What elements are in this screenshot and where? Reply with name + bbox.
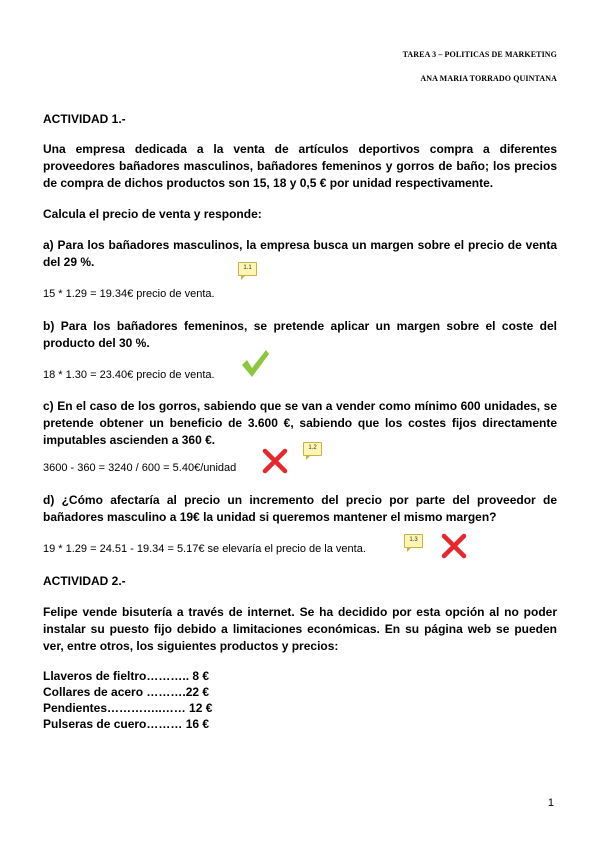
answer-c: 3600 - 360 = 3240 / 600 = 5.40€/unidad bbox=[43, 462, 237, 474]
page-number: 1 bbox=[547, 797, 554, 809]
question-c: c) En el caso de los gorros, sabiendo que se van a vender como mínimo 600 unidades, se pretende obtener un beneficio de 3.600 €, sabiendo que los costes fijos directamente imputables ascienden a 360 €. bbox=[43, 399, 557, 447]
checkmark-icon bbox=[240, 347, 270, 379]
question-d: d) ¿Cómo afectaría al precio un incremento del precio por parte del proveedor de bañadores masculino a 19€ la unidad si queremos mantener el mismo margen? bbox=[43, 493, 557, 524]
header-task-title: TAREA 3 – POLITICAS DE MARKETING bbox=[402, 50, 557, 59]
activity1-intro: Una empresa dedicada a la venta de artículos deportivos compra a diferentes proveedores bañadores masculinos, bañadores femeninos y gorros de baño; los precios de compra de dichos productos son 15, 18 y 0,5 € por unidad respectivamente. bbox=[43, 142, 557, 190]
question-a: a) Para los bañadores masculinos, la empresa busca un margen sobre el precio de venta del 29 %. bbox=[43, 238, 557, 269]
answer-a: 15 * 1.29 = 19.34€ precio de venta. bbox=[43, 288, 215, 300]
activity2-title: ACTIVIDAD 2.- bbox=[43, 574, 126, 588]
product-item: Pulseras de cuero……… 16 € bbox=[43, 717, 210, 731]
header-author: ANA MARIA TORRADO QUINTANA bbox=[420, 74, 557, 83]
activity1-title: ACTIVIDAD 1.- bbox=[43, 112, 126, 126]
answer-d: 19 * 1.29 = 24.51 - 19.34 = 5.17€ se elevaría el precio de la venta. bbox=[43, 543, 366, 555]
cross-icon bbox=[441, 533, 467, 559]
comment-marker-1-2[interactable]: 1.2 bbox=[303, 442, 322, 456]
comment-marker-1-3[interactable]: 1.3 bbox=[404, 534, 423, 548]
activity1-prompt: Calcula el precio de venta y responde: bbox=[43, 207, 262, 221]
product-item: Pendientes…………..…… 12 € bbox=[43, 701, 213, 715]
activity2-intro: Felipe vende bisutería a través de internet. Se ha decidido por esta opción al no poder instalar su puesto fijo debido a limitaciones económicas. En su página web se pueden ver, entre otros, los siguientes productos y precios: bbox=[43, 605, 557, 653]
cross-icon bbox=[262, 448, 288, 474]
comment-marker-1-1[interactable]: 1.1 bbox=[238, 262, 257, 276]
question-b: b) Para los bañadores femeninos, se pretende aplicar un margen sobre el coste del producto del 30 %. bbox=[43, 319, 557, 350]
product-item: Collares de acero ……….22 € bbox=[43, 685, 210, 699]
product-item: Llaveros de fieltro……….. 8 € bbox=[43, 669, 210, 683]
answer-b: 18 * 1.30 = 23.40€ precio de venta. bbox=[43, 369, 215, 381]
